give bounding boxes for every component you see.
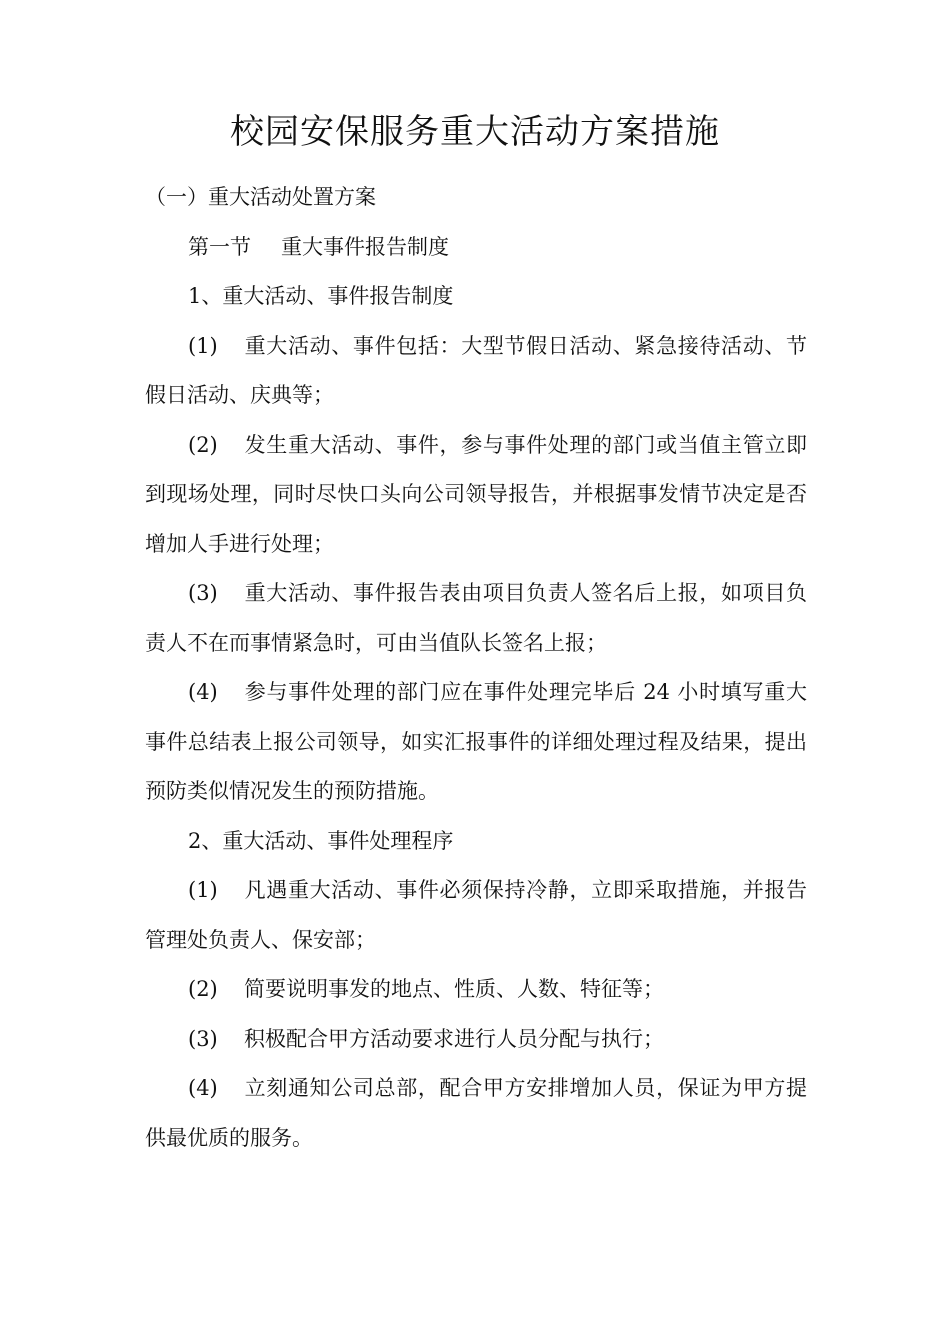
item-number: (4) xyxy=(188,680,218,704)
list-item xyxy=(145,322,807,421)
list-item xyxy=(145,421,807,570)
item-text: 简要说明事发的地点、性质、人数、特征等； xyxy=(244,977,664,1001)
section-label: 第一节 xyxy=(188,234,251,259)
item-text: 立刻通知公司总部，配合甲方安排增加人员，保证为甲方提供最优质的服务。 xyxy=(145,1076,807,1150)
section-title: 重大事件报告制度 xyxy=(281,234,449,259)
item-number: (1) xyxy=(188,878,218,902)
item-text: 参与事件处理的部门应在事件处理完毕后 24 小时填写重大事件总结表上报公司领导，如实汇报事件的详细处理过程及结果，提出预防类似情况发生的预防措施。 xyxy=(145,680,807,803)
heading-1: （一）重大活动处置方案 xyxy=(145,185,376,209)
list-item xyxy=(145,1015,807,1065)
document-body xyxy=(145,173,807,1163)
item-text: 发生重大活动、事件，参与事件处理的部门或当值主管立即到现场处理，同时尽快口头向公司领导报告，并根据事发情节决定是否增加人手进行处理； xyxy=(145,432,807,556)
list-item xyxy=(145,569,807,668)
item-number: (3) xyxy=(188,1026,218,1051)
document-title: 校园安保服务重大活动方案措施 xyxy=(230,112,720,152)
item-number: (3) xyxy=(188,581,218,605)
subsection-heading-1: 1、重大活动、事件报告制度 xyxy=(188,284,454,308)
item-text: 重大活动、事件报告表由项目负责人签名后上报，如项目负责人不在而事情紧急时，可由当值队长签名上报； xyxy=(145,581,807,655)
list-item xyxy=(145,1064,807,1163)
item-number: (1) xyxy=(188,333,218,358)
item-text: 积极配合甲方活动要求进行人员分配与执行； xyxy=(244,1026,664,1051)
section-heading xyxy=(145,223,807,273)
list-item xyxy=(145,866,807,965)
subsection-heading-2: 2、重大活动、事件处理程序 xyxy=(188,828,454,853)
item-text: 凡遇重大活动、事件必须保持冷静，立即采取措施，并报告管理处负责人、保安部； xyxy=(145,878,807,952)
item-text: 重大活动、事件包括：大型节假日活动、紧急接待活动、节假日活动、庆典等； xyxy=(145,333,807,407)
list-item xyxy=(145,965,807,1015)
list-item xyxy=(145,668,807,817)
item-number: (2) xyxy=(188,432,218,457)
item-number: (2) xyxy=(188,977,218,1001)
item-number: (4) xyxy=(188,1076,218,1100)
